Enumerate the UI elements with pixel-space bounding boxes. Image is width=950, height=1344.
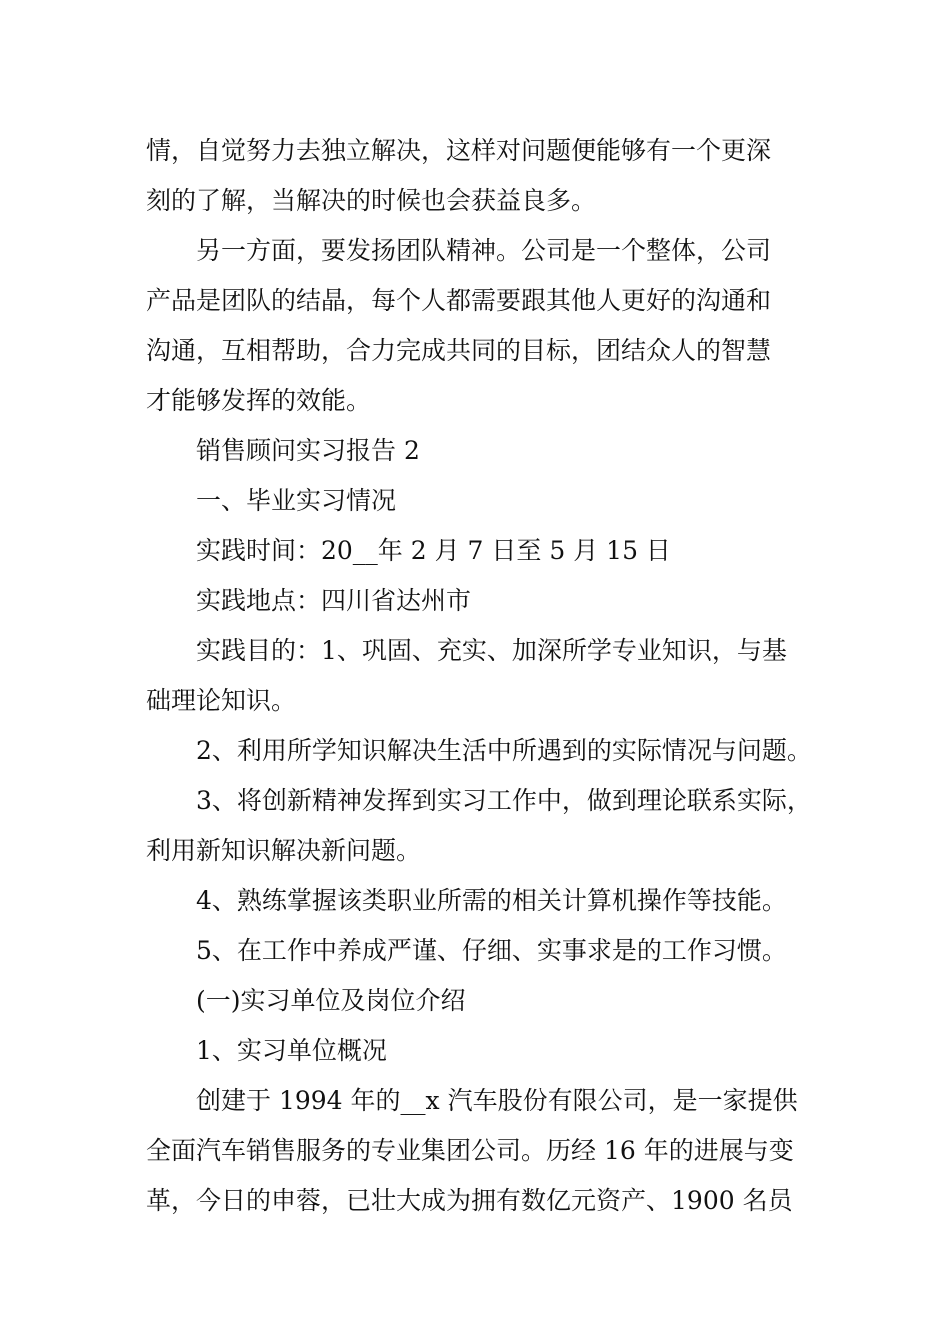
paragraph-line: 实践时间：20__年 2 月 7 日至 5 月 15 日 bbox=[196, 536, 671, 565]
paragraph-line: 利用新知识解决新问题。 bbox=[146, 836, 422, 865]
paragraph-line: 才能够发挥的效能。 bbox=[146, 386, 372, 415]
list-item: 3、将创新精神发挥到实习工作中，做到理论联系实际， bbox=[196, 786, 812, 815]
subsection-heading: 1、实习单位概况 bbox=[196, 1036, 387, 1065]
list-item: 5、在工作中养成严谨、仔细、实事求是的工作习惯。 bbox=[196, 936, 787, 965]
paragraph-line: 革，今日的申蓉，已壮大成为拥有数亿元资产、1900 名员 bbox=[146, 1186, 793, 1215]
section-heading: 销售顾问实习报告 2 bbox=[196, 436, 420, 465]
document-body bbox=[146, 126, 810, 1226]
paragraph-line: 另一方面，要发扬团队精神。公司是一个整体，公司 bbox=[196, 236, 772, 265]
list-item: 2、利用所学知识解决生活中所遇到的实际情况与问题。 bbox=[196, 736, 812, 765]
subsection-heading: (一)实习单位及岗位介绍 bbox=[196, 986, 466, 1015]
paragraph-line: 刻的了解，当解决的时候也会获益良多。 bbox=[146, 186, 597, 215]
paragraph-line: 全面汽车销售服务的专业集团公司。历经 16 年的进展与变 bbox=[146, 1136, 794, 1165]
paragraph-line: 创建于 1994 年的__x 汽车股份有限公司，是一家提供 bbox=[196, 1086, 798, 1115]
paragraph-line: 情，自觉努力去独立解决，这样对问题便能够有一个更深 bbox=[146, 136, 772, 165]
paragraph-line: 沟通，互相帮助，合力完成共同的目标，团结众人的智慧 bbox=[146, 336, 772, 365]
paragraph-line: 产品是团队的结晶，每个人都需要跟其他人更好的沟通和 bbox=[146, 286, 772, 315]
list-item: 4、熟练掌握该类职业所需的相关计算机操作等技能。 bbox=[196, 886, 787, 915]
subsection-heading: 一、毕业实习情况 bbox=[196, 486, 397, 515]
paragraph-line: 实践目的：1、巩固、充实、加深所学专业知识，与基 bbox=[196, 636, 787, 665]
paragraph-line: 础理论知识。 bbox=[146, 686, 297, 715]
paragraph-line: 实践地点：四川省达州市 bbox=[196, 586, 472, 615]
